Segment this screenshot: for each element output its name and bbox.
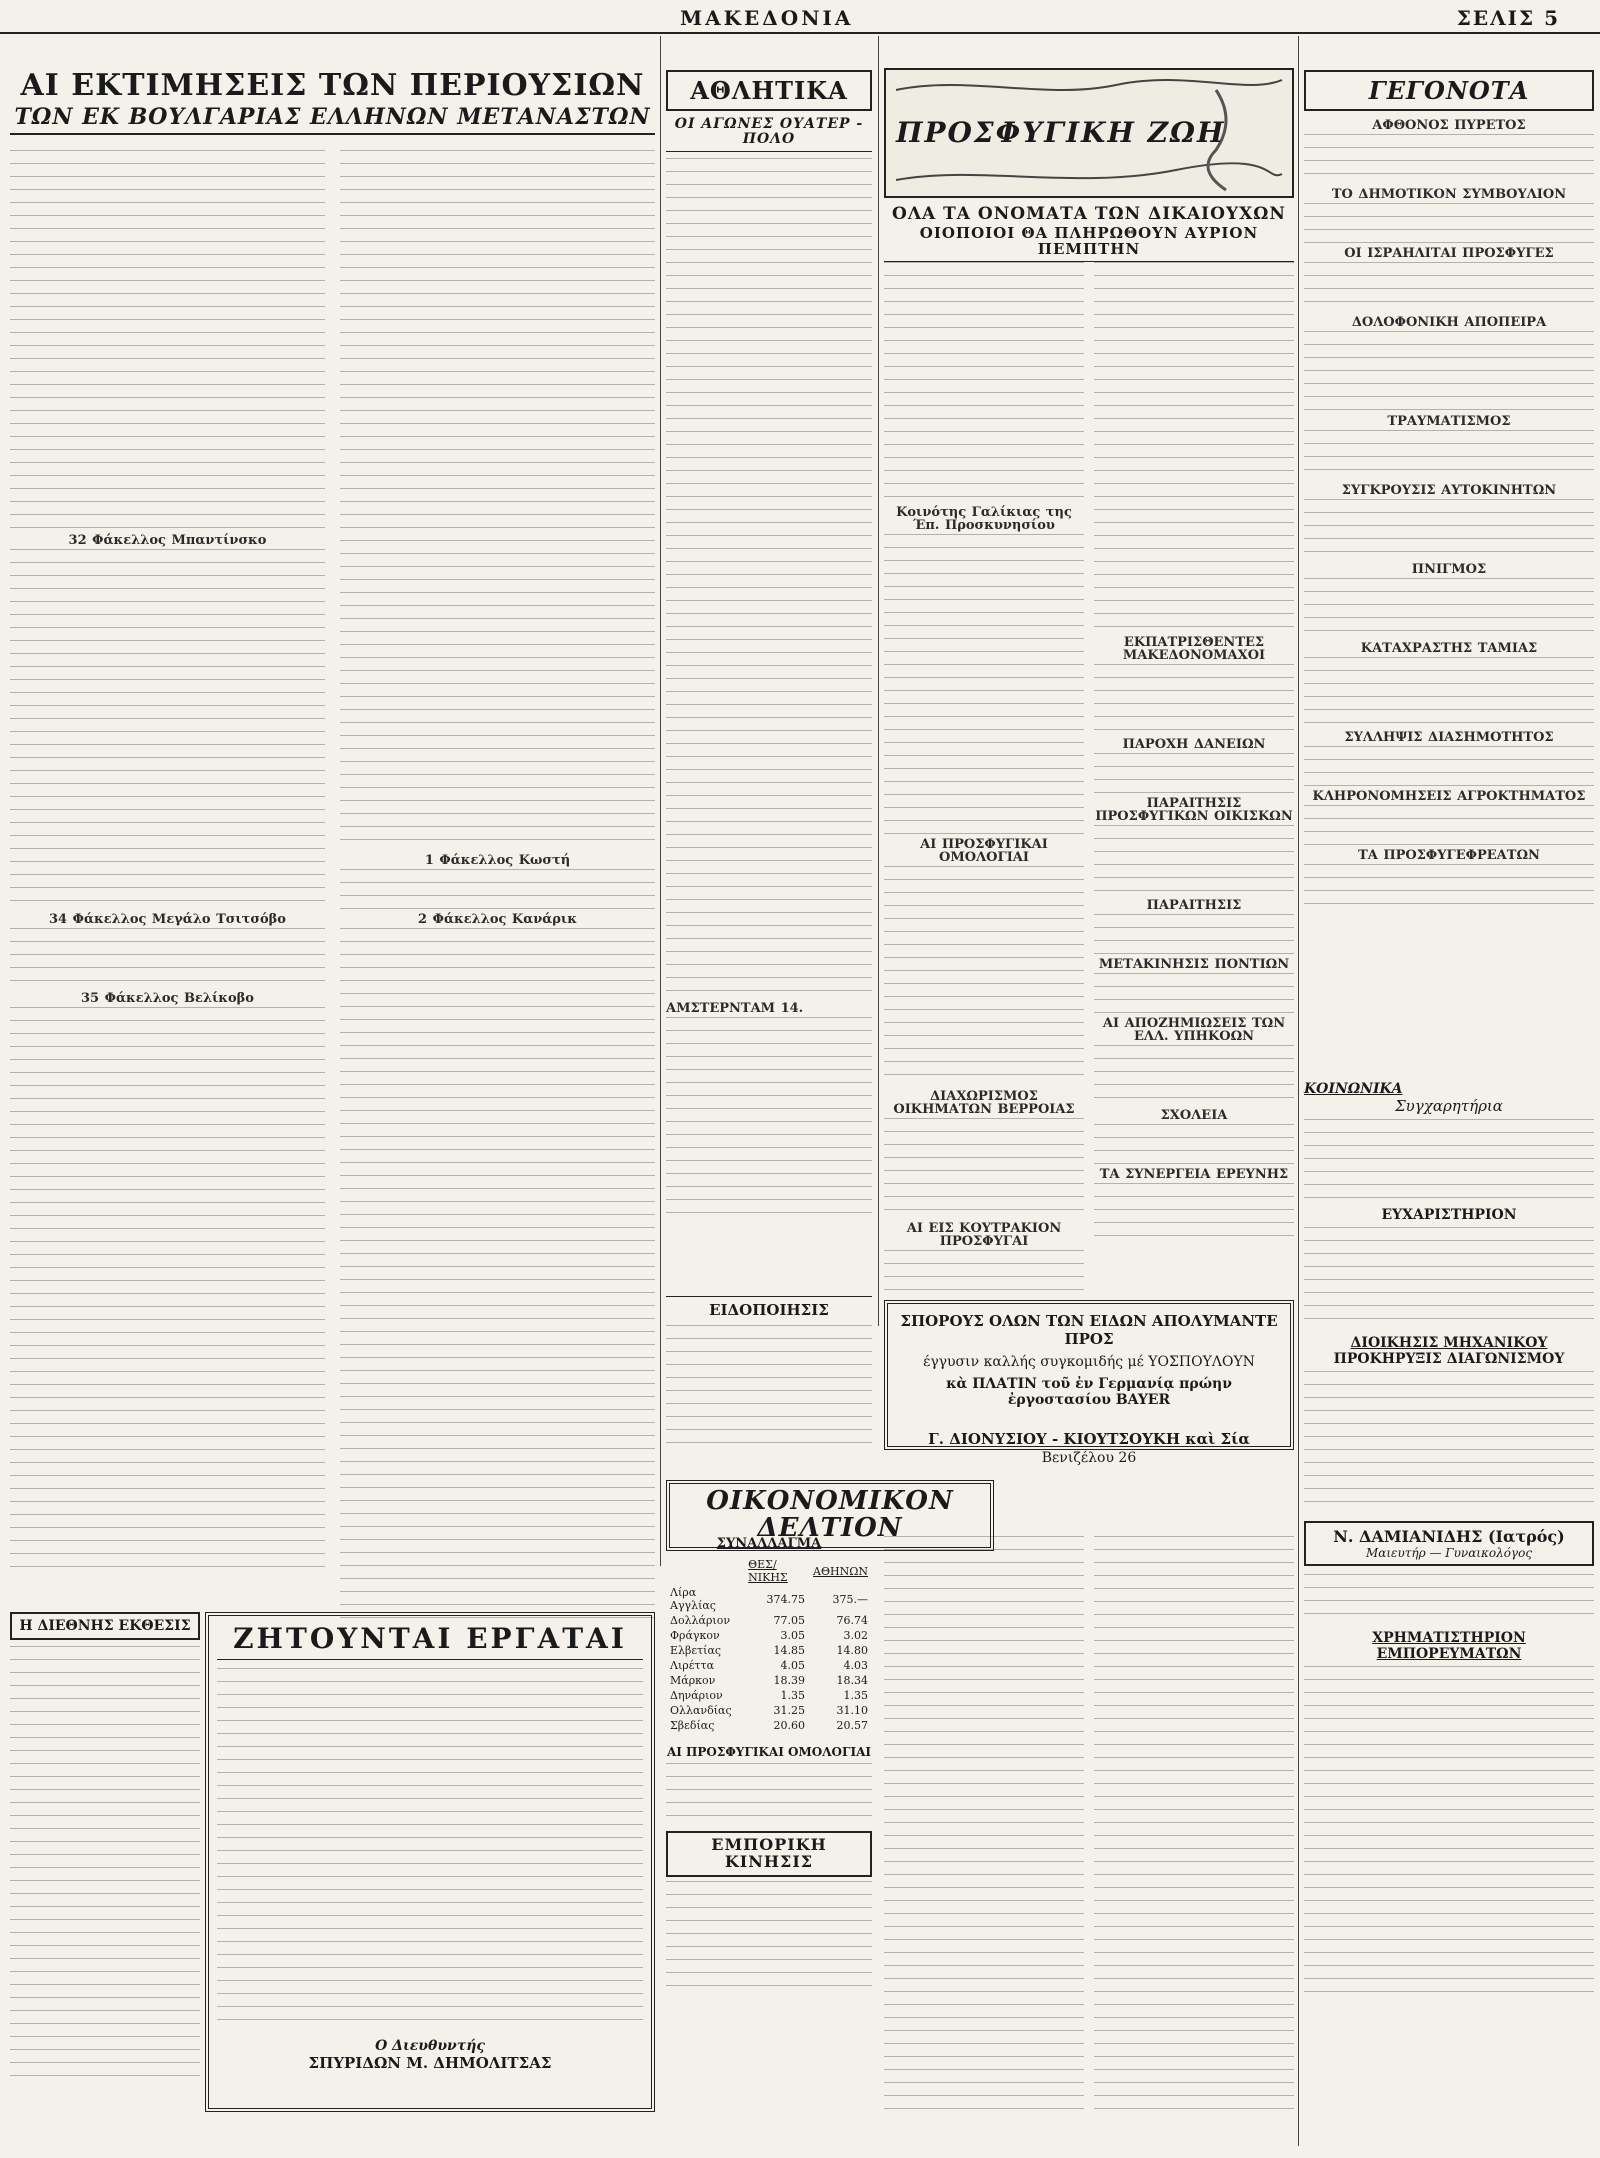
page-number: ΣΕΛΙΣ 5 — [1456, 6, 1560, 30]
news-subhead-2: ΠΑΡΟΧΗ ΔΑΝΕΙΩΝ — [1122, 737, 1266, 752]
seeds-address: Βενιζέλου 26 — [1041, 1450, 1137, 1466]
facts-text — [1304, 115, 1594, 1075]
valuations-subhead-3: 35 Φάκελλος Βελίκοβο — [81, 991, 254, 1006]
bonds-title: ΑΙ ΠΡΟΣΦΥΓΙΚΑΙ ΟΜΟΛΟΓΙΑΙ — [666, 1745, 872, 1759]
facts-subhead-3: ΟΙ ΙΣΡΑΗΛΙΤΑΙ ΠΡΟΣΦΥΓΕΣ — [1344, 246, 1554, 262]
athletics-subhead: ΑΜΣΤΕΡΝΤΑΜ 14. — [666, 1000, 804, 1016]
doctor-title: Μαιευτήρ — Γυναικολόγος — [1365, 1546, 1533, 1561]
workers-signature: Ο Διευθυντής — [375, 2038, 485, 2055]
doctor-name: Ν. ΔΑΜΙΑΝΙΔΗΣ (Ιατρός) — [1333, 1527, 1565, 1547]
column-facts — [1304, 70, 1594, 2120]
fx-table-block — [666, 1536, 872, 1991]
news-subhead-8: ΤΑ ΣΥΝΕΡΓΕΙΑ ΕΡΕΥΝΗΣ — [1099, 1167, 1289, 1182]
column-refugee-left — [884, 262, 1084, 1292]
refugee-names-heading — [884, 206, 1294, 262]
column-valuations — [10, 40, 655, 1600]
fx-currency: Ολλανδίας — [670, 1704, 732, 1717]
social-title: ΚΟΙΝΩΝΙΚΑ — [1304, 1081, 1403, 1098]
fx-rate-thessaloniki: 4.05 — [780, 1659, 806, 1672]
seeds-company: Γ. ΔΙΟΝΥΣΙΟΥ - ΚΙΟΥΤΣΟΥΚΗ καὶ Σία — [928, 1430, 1250, 1448]
fx-currency: Ελβετίας — [670, 1644, 722, 1657]
seeds-ad — [884, 1300, 1294, 1466]
fx-rate-thessaloniki: 3.05 — [780, 1629, 806, 1642]
refugee-subhead-1: Κοινότης Γαλίκιας της Έπ. Προσκυνησίου — [896, 505, 1072, 533]
fx-row — [666, 1628, 872, 1643]
fx-rate-athens: 20.57 — [836, 1719, 868, 1732]
column-athletics — [666, 70, 872, 1290]
fx-row — [666, 1703, 872, 1718]
refugee-subhead-2: ΑΙ ΠΡΟΣΦΥΓΙΚΑΙ ΟΜΟΛΟΓΙΑΙ — [920, 837, 1048, 865]
fx-row — [666, 1585, 872, 1613]
athletics-text — [666, 158, 872, 1238]
fx-table — [666, 1557, 872, 1733]
fx-rate-athens: 14.80 — [836, 1644, 868, 1657]
refugee-names-subtitle: ΟΙΟΠΟΙΟΙ ΘΑ ΠΛΗΡΩΘΟΥΝ ΑΥΡΙΟΝ ΠΕΜΠΤΗΝ — [884, 226, 1294, 263]
seeds-line-1: ΣΠΟΡΟΥΣ ΟΛΩΝ ΤΩΝ ΕΙΔΩΝ ΑΠΟΛΥΜΑΝΤΕ ΠΡΟΣ — [900, 1312, 1278, 1348]
congrats-title: Συγχαρητήρια — [1395, 1097, 1503, 1116]
fx-rate-thessaloniki: 20.60 — [773, 1719, 806, 1732]
fx-currency: Δηνάριον — [670, 1689, 723, 1702]
fx-rate-athens: 76.74 — [836, 1614, 868, 1627]
fx-currency: Λιρέττα — [670, 1659, 715, 1672]
valuations-subhead-4: 1 Φάκελλος Κωστή — [424, 853, 571, 868]
fx-rate-athens: 18.34 — [836, 1674, 868, 1687]
facts-subhead-6: ΣΥΓΚΡΟΥΣΙΣ ΑΥΤΟΚΙΝΗΤΩΝ — [1341, 483, 1557, 499]
fx-rate-athens: 31.10 — [836, 1704, 868, 1717]
fx-row — [666, 1658, 872, 1673]
fx-rate-thessaloniki: 77.05 — [773, 1614, 806, 1627]
workers-director: ΣΠΥΡΙΔΩΝ Μ. ΔΗΜΟΛΙΤΣΑΣ — [308, 2054, 552, 2073]
news-subhead-7: ΣΧΟΛΕΙΑ — [1160, 1108, 1228, 1123]
masthead — [0, 6, 1600, 32]
facts-subhead-9: ΣΥΛΛΗΨΙΣ ΔΙΑΣΗΜΟΤΗΤΟΣ — [1344, 730, 1554, 746]
news-subhead-1: ΕΚΠΑΤΡΙΣΘΕΝΤΕΣ ΜΑΚΕΔΟΝΟΜΑΧΟΙ — [1122, 635, 1266, 663]
news-subhead-4: ΠΑΡΑΙΤΗΣΙΣ — [1146, 898, 1242, 913]
fx-currency: Σβεδίας — [670, 1719, 715, 1732]
fx-rate-athens: 4.03 — [843, 1659, 868, 1672]
workers-title: ΖΗΤΟΥΝΤΑΙ ΕΡΓΑΤΑΙ — [217, 1624, 643, 1660]
market-title: ΧΡΗΜΑΤΙΣΤΗΡΙΟΝ ΕΜΠΟΡΕΥΜΑΤΩΝ — [1372, 1630, 1526, 1663]
fx-rate-thessaloniki: 374.75 — [766, 1592, 806, 1606]
facts-subhead-8: ΚΑΤΑΧΡΑΣΤΗΣ ΤΑΜΙΑΣ — [1360, 641, 1538, 657]
refugee-life-banner — [884, 68, 1294, 198]
athletics-article-title: ΟΙ ΑΓΩΝΕΣ ΟΥΑΤΕΡ - ΠΟΛΟ — [666, 117, 872, 151]
valuations-title: ΑΙ ΕΚΤΙΜΗΣΕΙΣ ΤΩΝ ΠΕΡΙΟΥΣΙΩΝ — [20, 68, 645, 103]
fx-rate-athens: 3.02 — [843, 1629, 868, 1642]
news-subhead-3: ΠΑΡΑΙΤΗΣΙΣ ΠΡΟΣΦΥΓΙΚΩΝ ΟΙΚΙΣΚΩΝ — [1095, 796, 1293, 824]
doctor-ad — [1304, 1521, 1594, 1566]
news-subhead-6: ΑΙ ΑΠΟΖΗΜΙΩΣΕΙΣ ΤΩΝ ΕΛΛ. ΥΠΗΚΟΩΝ — [1102, 1016, 1286, 1044]
fx-row — [666, 1643, 872, 1658]
fx-currency: Λίρα Αγγλίας — [670, 1586, 716, 1612]
seeds-line-2: έγγυσιν καλλής συγκομιδής μέ ΥΟΣΠΟΥΛΟΥΝ — [923, 1354, 1255, 1370]
military-title: ΔΙΟΙΚΗΣΙΣ ΜΗΧΑΝΙΚΟΥ — [1350, 1335, 1548, 1352]
fx-rate-thessaloniki: 18.39 — [773, 1674, 806, 1687]
fx-rate-thessaloniki: 31.25 — [773, 1704, 806, 1717]
refugee-subhead-3: ΔΙΑΧΩΡΙΣΜΟΣ ΟΙΚΗΜΑΤΩΝ ΒΕΡΡΟΙΑΣ — [893, 1089, 1075, 1117]
notices-title: ΕΙΔΟΠΟΙΗΣΙΣ — [666, 1296, 872, 1319]
facts-subhead-7: ΠΝΙΓΜΟΣ — [1411, 562, 1487, 578]
refugee-names-title: ΟΛΑ ΤΑ ΟΝΟΜΑΤΑ ΤΩΝ ΔΙΚΑΙΟΥΧΩΝ — [892, 204, 1286, 224]
fx-row — [666, 1718, 872, 1733]
athletics-section-title: ΑΘΛΗΤΙΚΑ — [666, 70, 872, 111]
valuations-subhead-2: 34 Φάκελλος Μεγάλο Τσιτσόβο — [49, 912, 286, 927]
seeds-line-3: κὰ ΠΛΑΤΙΝ τοῦ ἐν Γερμανίᾳ πρώην ἐργοστασίου BAYER — [946, 1376, 1232, 1408]
trade-title: ΕΜΠΟΡΙΚΗ ΚΙΝΗΣΙΣ — [666, 1831, 872, 1877]
tender-title: ΠΡΟΚΗΡΥΞΙΣ ΔΙΑΓΩΝΙΣΜΟΥ — [1333, 1351, 1565, 1368]
fx-title: ΣΥΝΑΛΛΑΓΜΑ — [716, 1536, 822, 1551]
facts-section-title: ΓΕΓΟΝΟΤΑ — [1304, 70, 1594, 111]
fx-row — [666, 1613, 872, 1628]
valuations-subhead-1: 32 Φάκελλος Μπαντίνσκο — [68, 533, 267, 548]
valuations-text-left — [10, 150, 325, 1625]
valuations-text-right — [340, 150, 655, 1625]
fx-row — [666, 1673, 872, 1688]
column-news — [1094, 262, 1294, 1292]
international-fair-block — [10, 1612, 200, 2112]
fx-rate-athens: 1.35 — [843, 1689, 868, 1702]
news-subhead-5: ΜΕΤΑΚΙΝΗΣΙΣ ΠΟΝΤΙΩΝ — [1098, 957, 1290, 972]
facts-subhead-5: ΤΡΑΥΜΑΤΙΣΜΟΣ — [1387, 414, 1511, 430]
fx-rate-athens: 375.— — [832, 1592, 868, 1606]
fx-col-athens: ΑΘΗΝΩΝ — [813, 1564, 868, 1578]
newspaper-name: ΜΑΚΕΔΟΝΙΑ — [680, 6, 854, 30]
facts-subhead-10: ΚΛΗΡΟΝΟΜΗΣΕΙΣ ΑΓΡΟΚΤΗΜΑΤΟΣ — [1312, 789, 1586, 805]
facts-subhead-2: ΤΟ ΔΗΜΟΤΙΚΟΝ ΣΥΜΒΟΥΛΙΟΝ — [1331, 187, 1567, 203]
fx-currency: Φράγκον — [670, 1629, 720, 1642]
economic-bulletin — [666, 1480, 1294, 2120]
facts-subhead-1: ΑΦΘΟΝΟΣ ΠΥΡΕΤΟΣ — [1372, 118, 1526, 134]
economic-title: ΟΙΚΟΝΟΜΙΚΟΝ ΔΕΛΤΙΟΝ — [666, 1480, 994, 1551]
fx-col-thessaloniki: ΘΕΣ/ΝΙΚΗΣ — [748, 1558, 788, 1584]
valuations-subhead-5: 2 Φάκελλος Κανάρικ — [418, 912, 577, 927]
notices-block — [666, 1296, 872, 1476]
refugee-life-title: ΠΡΟΣΦΥΓΙΚΗ ΖΩΗ — [896, 116, 1226, 149]
fx-currency: Δολλάριον — [670, 1614, 731, 1627]
fair-title: Η ΔΙΕΘΝΗΣ ΕΚΘΕΣΙΣ — [10, 1612, 200, 1640]
workers-wanted-ad — [205, 1612, 655, 2112]
thanks-title: ΕΥΧΑΡΙΣΤΗΡΙΟΝ — [1381, 1207, 1517, 1224]
fx-header-row — [666, 1557, 872, 1585]
fx-row — [666, 1688, 872, 1703]
fx-currency: Μάρκον — [670, 1674, 716, 1687]
facts-subhead-4: ΔΟΛΟΦΟΝΙΚΗ ΑΠΟΠΕΙΡΑ — [1351, 315, 1547, 331]
valuations-subtitle: ΤΩΝ ΕΚ ΒΟΥΛΓΑΡΙΑΣ ΕΛΛΗΝΩΝ ΜΕΤΑΝΑΣΤΩΝ — [10, 106, 655, 135]
facts-subhead-11: ΤΑ ΠΡΟΣΦΥΓΕΦΡΕΑΤΩΝ — [1358, 848, 1540, 864]
refugee-subhead-4: ΑΙ ΕΙΣ ΚΟΥΤΡΑΚΙΟΝ ΠΡΟΣΦΥΓΑΙ — [906, 1221, 1062, 1249]
fx-rate-thessaloniki: 14.85 — [773, 1644, 806, 1657]
fx-rate-thessaloniki: 1.35 — [780, 1689, 806, 1702]
